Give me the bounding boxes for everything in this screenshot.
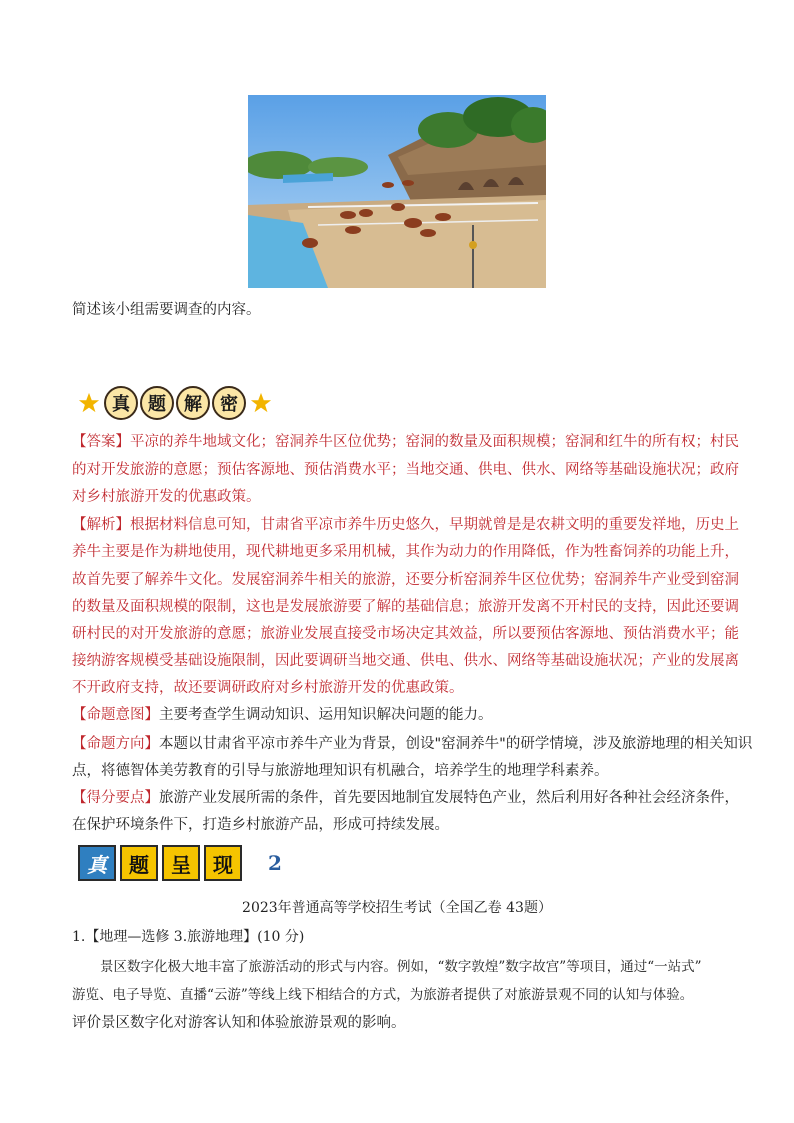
banner-char: 呈 [162,845,200,881]
intro-question: 简述该小组需要调查的内容。 [72,302,261,318]
answer-line: 【答案】平凉的养牛地域文化；窑洞养牛区位优势；窑洞的数量及面积规模；窑洞和红牛的所有权；村民 [72,434,739,450]
intent-tag: 【命题意图】 [72,707,159,723]
answer-line: 对乡村旅游开发的优惠政策。 [72,489,261,505]
analysis-line: 接纳游客规模受基础设施限制，因此要调研当地交通、供电、供水、网络等基础设施状况；产业的发展离 [72,653,739,669]
direction-line: 【命题方向】本题以甘肃省平凉市养牛产业为背景，创设"窑洞养牛"的研学情境，涉及旅游地理的相关知识 [72,736,753,752]
banner-char: 现 [204,845,242,881]
banner-char: 题 [140,386,174,420]
exam-title: 2023年普通高等学校招生考试（全国乙卷 43题） [242,900,552,916]
points-line: 【得分要点】旅游产业发展所需的条件，首先要因地制宜发展特色产业，然后利用好各种社会经济条件， [72,790,739,806]
banner-char: 题 [120,845,158,881]
banner-char: 真 [104,386,138,420]
analysis-tag: 【解析】 [72,517,130,533]
answer-tag: 【答案】 [72,434,130,450]
question-label: 1.【地理—选修 3.旅游地理】(10 分) [72,929,305,945]
star-icon [78,392,100,414]
banner-char: 密 [212,386,246,420]
cattle-farm-photo [248,95,546,288]
question-line: 游览、电子导览、直播“云游”等线上线下相结合的方式，为旅游者提供了对旅游景观不同的认知与体验。 [72,987,694,1003]
direction-tag: 【命题方向】 [72,736,159,752]
points-line: 在保护环境条件下，打造乡村旅游产品，形成可持续发展。 [72,817,449,833]
section-banner-answer-key [78,383,272,423]
intent-line: 【命题意图】主要考查学生调动知识、运用知识解决问题的能力。 [72,707,493,723]
star-icon [250,392,272,414]
analysis-line: 【解析】根据材料信息可知，甘肃省平凉市养牛历史悠久，早期就曾是是农耕文明的重要发祥地，历史上 [72,517,739,533]
answer-line: 的对开发旅游的意愿；预估客源地、预估消费水平；当地交通、供电、供水、网络等基础设施状况；政府 [72,462,739,478]
analysis-line: 的数量及面积规模的限制，这也是发展旅游要了解的基础信息；旅游开发离不开村民的支持，因此还要调 [72,599,739,615]
analysis-line: 故首先要了解养牛文化。发展窑洞养牛相关的旅游，还要分析窑洞养牛区位优势；窑洞养牛产业受到窑洞 [72,572,739,588]
question-line: 评价景区数字化对游客认知和体验旅游景观的影响。 [72,1015,406,1031]
section-number: 2 [268,851,282,875]
banner-char: 真 [78,845,116,881]
direction-line: 点，将德智体美劳教育的引导与旅游地理知识有机融合，培养学生的地理学科素养。 [72,763,609,779]
question-line: 景区数字化极大地丰富了旅游活动的形式与内容。例如，“数字敦煌”数字故宫”等项目，通过“一站式” [100,959,702,975]
analysis-line: 研村民的对开发旅游的意愿；旅游业发展直接受市场决定其效益，所以要预估客源地、预估消费水平；能 [72,626,739,642]
section-banner-real-questions [78,845,282,881]
analysis-line: 养牛主要是作为耕地使用，现代耕地更多采用机械，其作为动力的作用降低，作为牲畜饲养的功能上升， [72,544,739,560]
banner-char: 解 [176,386,210,420]
analysis-line: 不开政府支持，故还要调研政府对乡村旅游开发的优惠政策。 [72,680,464,696]
points-tag: 【得分要点】 [72,790,159,806]
